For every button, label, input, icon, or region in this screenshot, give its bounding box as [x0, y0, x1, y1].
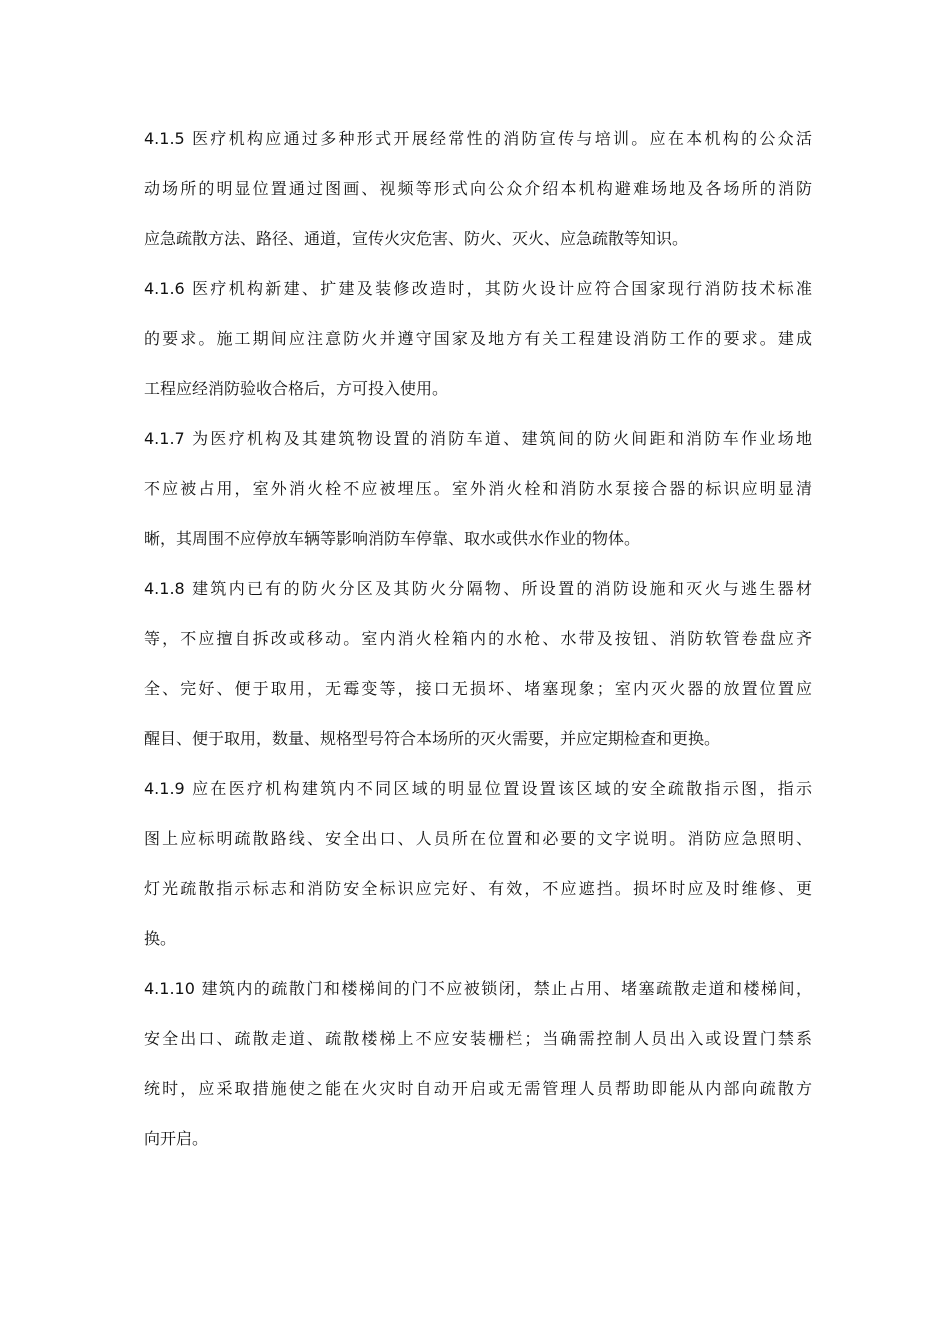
- text-line: 4.1.7 为医疗机构及其建筑物设置的消防车道、建筑间的防火间距和消防车作业场地: [144, 429, 812, 448]
- text-line: 换。: [144, 929, 177, 948]
- text-line: 的要求。施工期间应注意防火并遵守国家及地方有关工程建设消防工作的要求。建成: [144, 329, 812, 348]
- clause-4-1-10: [144, 964, 812, 1164]
- text-line: 晰，其周围不应停放车辆等影响消防车停靠、取水或供水作业的物体。: [144, 529, 641, 548]
- text-line: 醒目、便于取用，数量、规格型号符合本场所的灭火需要，并应定期检查和更换。: [144, 729, 721, 748]
- text-line: 安全出口、疏散走道、疏散楼梯上不应安装栅栏；当确需控制人员出入或设置门禁系: [144, 1029, 812, 1048]
- text-line: 灯光疏散指示标志和消防安全标识应完好、有效，不应遮挡。损坏时应及时维修、更: [144, 879, 812, 898]
- text-line: 动场所的明显位置通过图画、视频等形式向公众介绍本机构避难场地及各场所的消防: [144, 179, 812, 198]
- document-body: [144, 114, 812, 1164]
- clause-4-1-8: [144, 564, 812, 764]
- text-line: 统时，应采取措施使之能在火灾时自动开启或无需管理人员帮助即能从内部向疏散方: [144, 1079, 812, 1098]
- text-line: 等，不应擅自拆改或移动。室内消火栓箱内的水枪、水带及按钮、消防软管卷盘应齐: [144, 629, 812, 648]
- clause-4-1-7: [144, 414, 812, 564]
- text-line: 应急疏散方法、路径、通道，宣传火灾危害、防火、灭火、应急疏散等知识。: [144, 229, 689, 248]
- text-line: 工程应经消防验收合格后，方可投入使用。: [144, 379, 449, 398]
- clause-4-1-5: [144, 114, 812, 264]
- text-line: 4.1.5 医疗机构应通过多种形式开展经常性的消防宣传与培训。应在本机构的公众活: [144, 129, 812, 148]
- text-line: 4.1.10 建筑内的疏散门和楼梯间的门不应被锁闭，禁止占用、堵塞疏散走道和楼梯间，: [144, 979, 812, 998]
- text-line: 向开启。: [144, 1129, 209, 1148]
- text-line: 全、完好、便于取用，无霉变等，接口无损坏、堵塞现象；室内灭火器的放置位置应: [144, 679, 812, 698]
- text-line: 图上应标明疏散路线、安全出口、人员所在位置和必要的文字说明。消防应急照明、: [144, 829, 812, 848]
- text-line: 4.1.9 应在医疗机构建筑内不同区域的明显位置设置该区域的安全疏散指示图，指示: [144, 779, 812, 798]
- text-line: 4.1.6 医疗机构新建、扩建及装修改造时，其防火设计应符合国家现行消防技术标准: [144, 279, 812, 298]
- clause-4-1-9: [144, 764, 812, 964]
- text-line: 不应被占用，室外消火栓不应被埋压。室外消火栓和消防水泵接合器的标识应明显清: [144, 479, 812, 498]
- text-line: 4.1.8 建筑内已有的防火分区及其防火分隔物、所设置的消防设施和灭火与逃生器材: [144, 579, 812, 598]
- clause-4-1-6: [144, 264, 812, 414]
